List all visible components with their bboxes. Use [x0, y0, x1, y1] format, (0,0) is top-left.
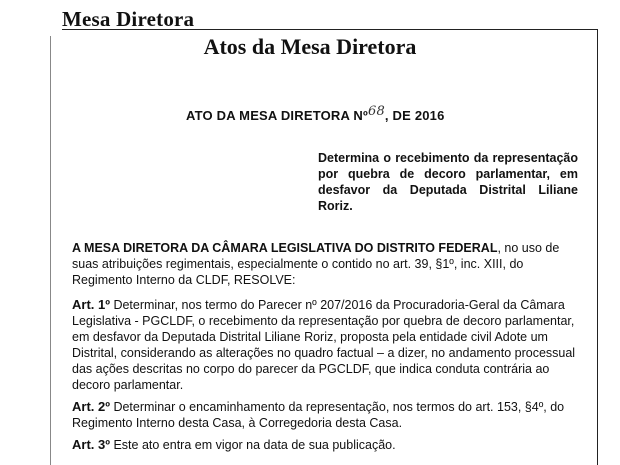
- article-3-text: Este ato entra em vigor na data de sua publicação.: [109, 438, 396, 452]
- section-title: Mesa Diretora: [62, 7, 195, 31]
- article-2: [72, 399, 582, 431]
- ementa: Determina o recebimento da representação por quebra de decoro parlamentar, em desfavor da Deputada Distrital Liliane Roriz.: [318, 151, 578, 213]
- article-1-text: Determinar, nos termo do Parecer nº 207/2016 da Procuradoria-Geral da Câmara Legislativa - PGCLDF, o recebimento da representação por quebra de decoro parlamentar, em desfavor da Deputada Distrital Liliane Roriz, proposta pela entidade civil Adote um Distrital, considerando as alterações no quadro factual – a dizer, no andamento processual das ações descritas no corpo do parecer da PGCLDF, que indica conduta contrária ao decoro parlamentar.: [72, 298, 576, 392]
- right-border-rule: [597, 29, 598, 465]
- article-2-label: Art. 2º: [72, 399, 110, 414]
- page-title: Atos da Mesa Diretora: [203, 34, 417, 59]
- left-border-rule: [50, 36, 51, 465]
- article-1: [72, 297, 582, 393]
- act-suffix: , DE 2016: [384, 108, 445, 123]
- act-number-handwritten: 68: [367, 104, 385, 119]
- preamble-authority: A MESA DIRETORA DA CÂMARA LEGISLATIVA DO DISTRITO FEDERAL: [72, 241, 498, 255]
- preamble: [72, 240, 582, 288]
- article-2-text: Determinar o encaminhamento da representação, nos termos do art. 153, §4º, do Regimento Interno desta Casa, à Corregedoria desta Casa.: [72, 400, 565, 430]
- header-rule: [62, 29, 597, 30]
- preamble-text: , no uso de suas atribuições regimentais, especialmente o contido no art. 39, §1º, inc. XIII, do Regimento Interno da CLDF, RESOLVE:: [72, 241, 560, 287]
- article-1-label: Art. 1º: [72, 297, 110, 312]
- act-heading: [186, 104, 445, 124]
- article-3: [72, 437, 582, 453]
- act-prefix: ATO DA MESA DIRETORA Nº: [186, 108, 368, 123]
- article-3-label: Art. 3º: [72, 437, 110, 452]
